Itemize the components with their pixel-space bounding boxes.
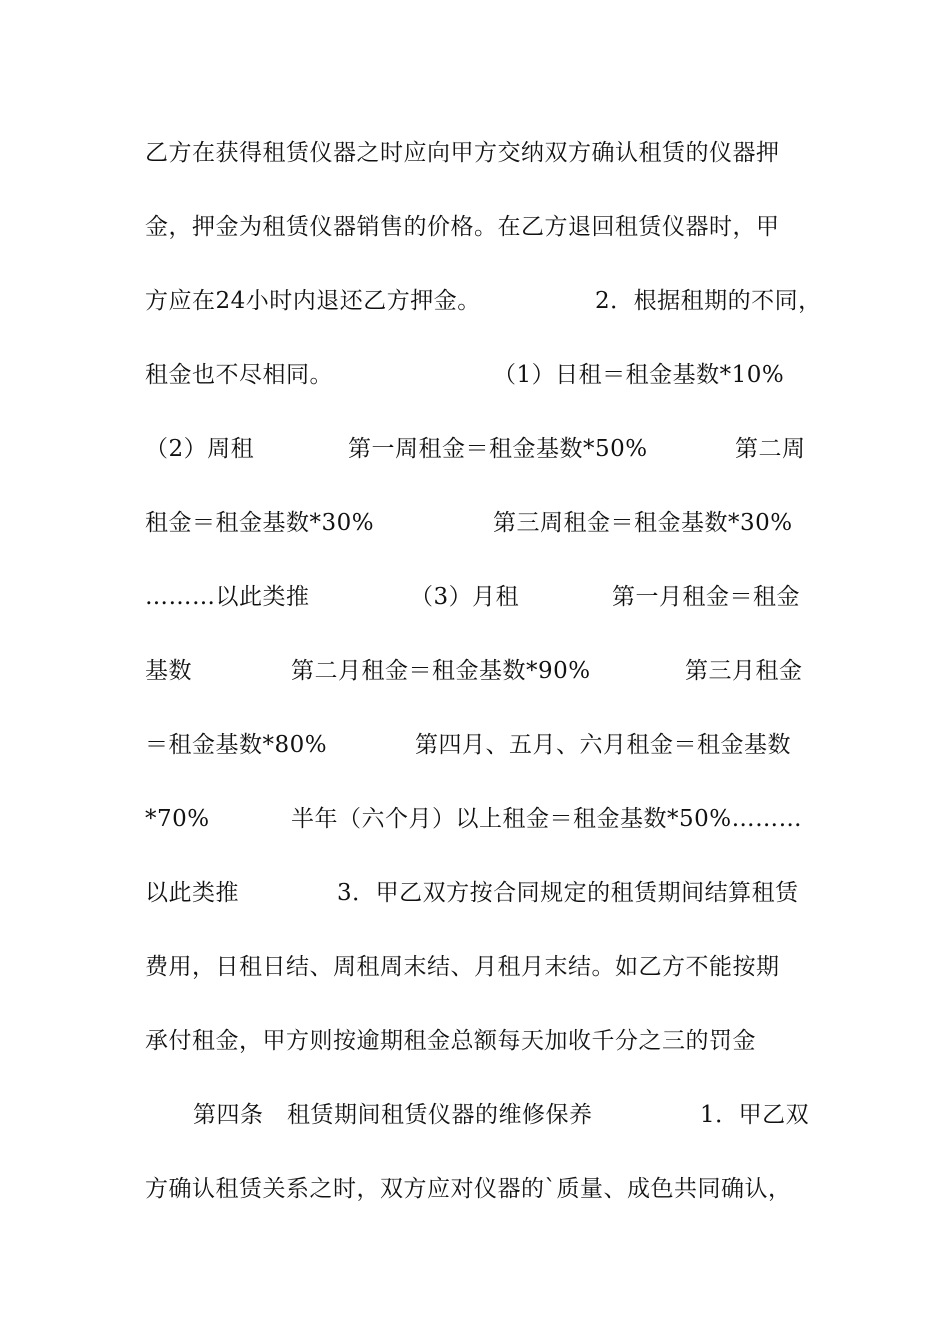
text-segment: 方确认租赁关系之时，双方应对仪器的`质量、成色共同确认， <box>145 1176 792 1202</box>
text-segment: 租金也不尽相同。 <box>145 362 333 388</box>
text-segment: 以此类推 <box>145 880 239 906</box>
text-segment: ＝租金基数*80% <box>145 732 328 758</box>
text-segment: 第四条 租赁期间租赁仪器的维修保养 <box>193 1102 593 1128</box>
text-segment: *70% <box>145 806 210 832</box>
text-segment: 3．甲乙双方按合同规定的租赁期间结算租赁 <box>337 880 799 906</box>
text-segment: 乙方在获得租赁仪器之时应向甲方交纳双方确认租赁的仪器押 <box>145 140 780 166</box>
text-segment: ………以此类推 <box>145 584 310 610</box>
text-segment: 第三周租金＝租金基数*30% <box>493 510 793 536</box>
text-segment: 2．根据租期的不同， <box>595 288 822 314</box>
text-segment: 方应在24小时内退还乙方押金。 <box>145 288 481 314</box>
text-segment: 费用，日租日结、周租周末结、月租月末结。如乙方不能按期 <box>145 954 780 980</box>
text-segment: 第一周租金＝租金基数*50% <box>348 436 648 462</box>
text-segment: 第四月、五月、六月租金＝租金基数 <box>415 732 791 758</box>
text-segment: 第三月租金 <box>685 658 803 684</box>
text-segment: 租金＝租金基数*30% <box>145 510 375 536</box>
text-line-15 <box>145 1174 807 1264</box>
text-segment: （3）月租 <box>410 584 520 610</box>
text-segment: （1）日租＝租金基数*10% <box>493 362 785 388</box>
text-segment: 第二周 <box>735 436 806 462</box>
text-segment: 金，押金为租赁仪器销售的价格。在乙方退回租赁仪器时，甲 <box>145 214 780 240</box>
text-segment: 1．甲乙双 <box>700 1102 810 1128</box>
text-segment: 第一月租金＝租金 <box>612 584 800 610</box>
text-segment: 承付租金，甲方则按逾期租金总额每天加收千分之三的罚金 <box>145 1028 756 1054</box>
text-segment: 第二月租金＝租金基数*90% <box>291 658 591 684</box>
text-segment: 半年（六个月）以上租金＝租金基数*50%……… <box>291 806 803 832</box>
text-segment: （2）周租 <box>145 436 255 462</box>
text-segment: 基数 <box>145 658 192 684</box>
